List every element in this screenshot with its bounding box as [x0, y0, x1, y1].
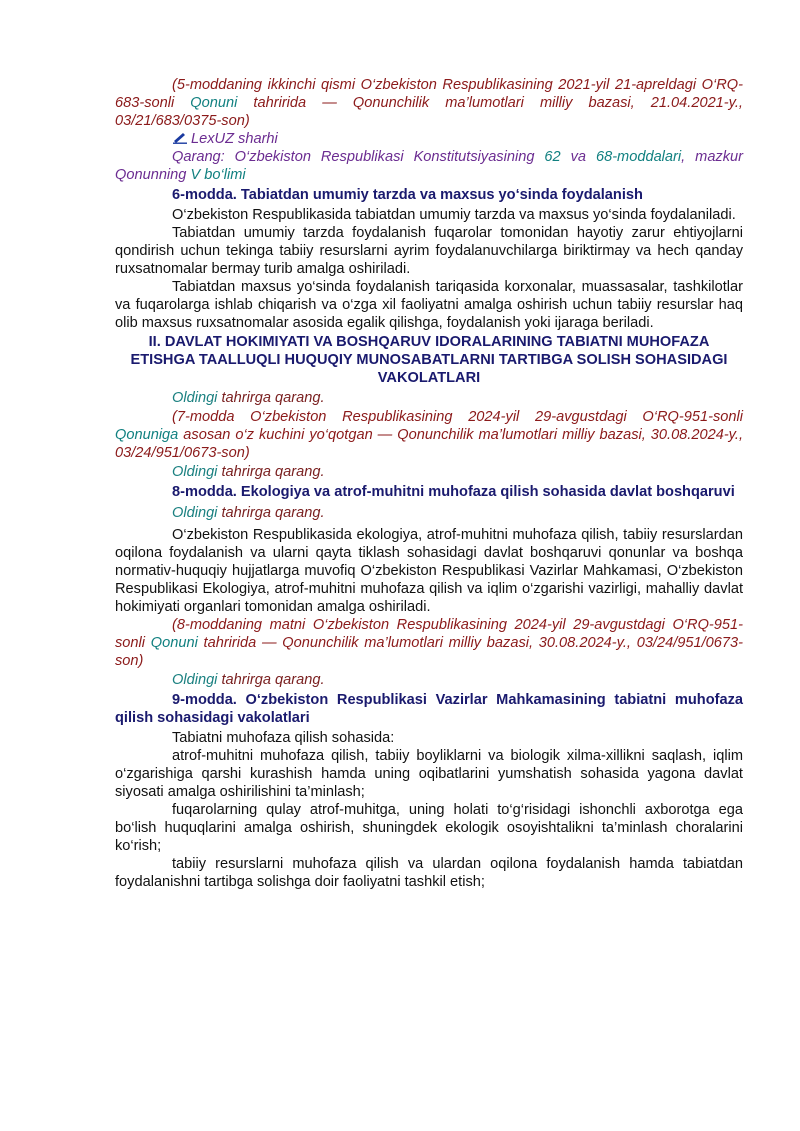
article-6-paragraph-1: O‘zbekiston Respublikasida tabiatdan umumiy tarzda va maxsus yo‘sinda foydalaniladi.	[172, 207, 736, 223]
previous-version-link[interactable]: Oldingi tahrirga qarang.	[172, 390, 325, 406]
article-9-paragraph-1: Tabiatni muhofaza qilish sohasida:	[172, 730, 395, 746]
amendment-note-art8: (8-moddaning matni O‘zbekiston Respublikasining 2024-yil 29-avgustdagi O‘RQ-951-sonli Qonuni tahririda — Qonunchilik ma’lumotlari milliy bazasi, 30.08.2024-y., 03/24/951/0673-son)	[115, 617, 744, 669]
amendment-note-art7: (7-modda O‘zbekiston Respublikasining 2024-yil 29-avgustdagi O‘RQ-951-sonli Qonuniga asosan o‘z kuchini yo‘qotgan — Qonunchilik ma’lumotlari milliy bazasi, 30.08.2024-y., 03/24/951/0673-son)	[115, 409, 743, 461]
article-9-paragraph-3: fuqarolarning qulay atrof-muhitga, uning holati to‘g‘risidagi ishonchli axborotga ega bo‘lish huquqlarini amalga oshirish, shuningdek ekologik osoyishtalikni ta’minlash choralarini ko‘rish;	[115, 802, 743, 854]
previous-version-link[interactable]: Oldingi tahrirga qarang.	[172, 505, 325, 521]
lexuz-comment-link[interactable]: LexUZ sharhi	[115, 130, 743, 148]
constitution-article-62-link[interactable]: 62	[544, 149, 561, 165]
article-9-heading: 9-modda. O‘zbekiston Respublikasi Vazirlar Mahkamasining tabiatni muhofaza qilish sohasidagi vakolatlari	[115, 692, 743, 726]
article-9-paragraph-2: atrof-muhitni muhofaza qilish, tabiiy boyliklarni va biologik xilma-xillikni saqlash, iqlim o‘zgarishiga qarshi kurashish hamda uning oqibatlarini yumshatish sohasida yagona davlat siyosati amalga oshirilishini ta’minlash;	[115, 748, 743, 800]
chapter-2-title: II. DAVLAT HOKIMIYATI VA BOSHQARUV IDORALARINING TABIATNI MUHOFAZA ETISHGA TAALLUQLI HUQUQIY MUNOSABATLARNI TARTIBGA SOLISH SOHASIDAGI VAKOLATLARI	[130, 334, 728, 386]
amendment-note-art5: (5-moddaning ikkinchi qismi O‘zbekiston Respublikasining 2021-yil 21-apreldagi O‘RQ-683-sonli Qonuni tahririda — Qonunchilik ma’lumotlari milliy bazasi, 21.04.2021-y., 03/21/683/0375-son)	[115, 77, 743, 129]
lexuz-comment-icon	[172, 132, 188, 144]
law-link[interactable]: Qonuni	[150, 635, 198, 651]
previous-version-link[interactable]: Oldingi tahrirga qarang.	[172, 672, 325, 688]
cross-reference: Qarang: O‘zbekiston Respublikasi Konstitutsiyasining 62 va 68-moddalari, mazkur Qonunning V bo‘limi	[115, 149, 744, 183]
article-6-heading: 6-modda. Tabiatdan umumiy tarzda va maxsus yo‘sinda foydalanish	[172, 187, 643, 203]
article-9-paragraph-4: tabiiy resurslarni muhofaza qilish va ulardan oqilona foydalanish hamda tabiatdan foydalanishni tartibga solishga doir faoliyatni tashkil etish;	[115, 856, 743, 890]
constitution-article-68-link[interactable]: 68-moddalari	[595, 149, 682, 165]
previous-version-link[interactable]: Oldingi tahrirga qarang.	[172, 464, 325, 480]
section-v-link[interactable]: V bo‘limi	[190, 167, 246, 183]
law-link[interactable]: Qonuniga	[115, 427, 179, 443]
article-8-heading: 8-modda. Ekologiya va atrof-muhitni muhofaza qilish sohasida davlat boshqaruvi	[172, 484, 735, 500]
article-6-paragraph-2: Tabiatdan umumiy tarzda foydalanish fuqarolar tomonidan hayotiy zarur ehtiyojlarni qondirish uchun tekinga tabiiy resurslarni ayrim foydalanuvchilarga biriktirmay va hech qanday ruxsatnomalar bermay turib amalga oshiriladi.	[115, 225, 743, 277]
law-link[interactable]: Qonuni	[190, 95, 238, 111]
article-6-paragraph-3: Tabiatdan maxsus yo‘sinda foydalanish tariqasida korxonalar, muassasalar, tashkilotlar va fuqarolarga ishlab chiqarish va o‘zga xil faoliyatni amalga oshirish uchun tabiiy resurslar haq olib maxsus ruxsatnomalar asosida egalik qilishga, foydalanish yoki ijaraga beriladi.	[115, 279, 743, 331]
article-8-paragraph-1: O‘zbekiston Respublikasida ekologiya, atrof-muhitni muhofaza qilish, tabiiy resurslardan oqilona foydalanish va ularni qayta tiklash sohasidagi davlat boshqaruvi qonunlar va boshqa normativ-huquqiy hujjatlarga muvofiq O‘zbekiston Respublikasi Vazirlar Mahkamasi, O‘zbekiston Respublikasi Ekologiya, atrof-muhitni muhofaza qilish va iqlim o‘zgarishi vazirligi, mahalliy davlat hokimiyati organlari tomonidan amalga oshiriladi.	[115, 527, 743, 615]
